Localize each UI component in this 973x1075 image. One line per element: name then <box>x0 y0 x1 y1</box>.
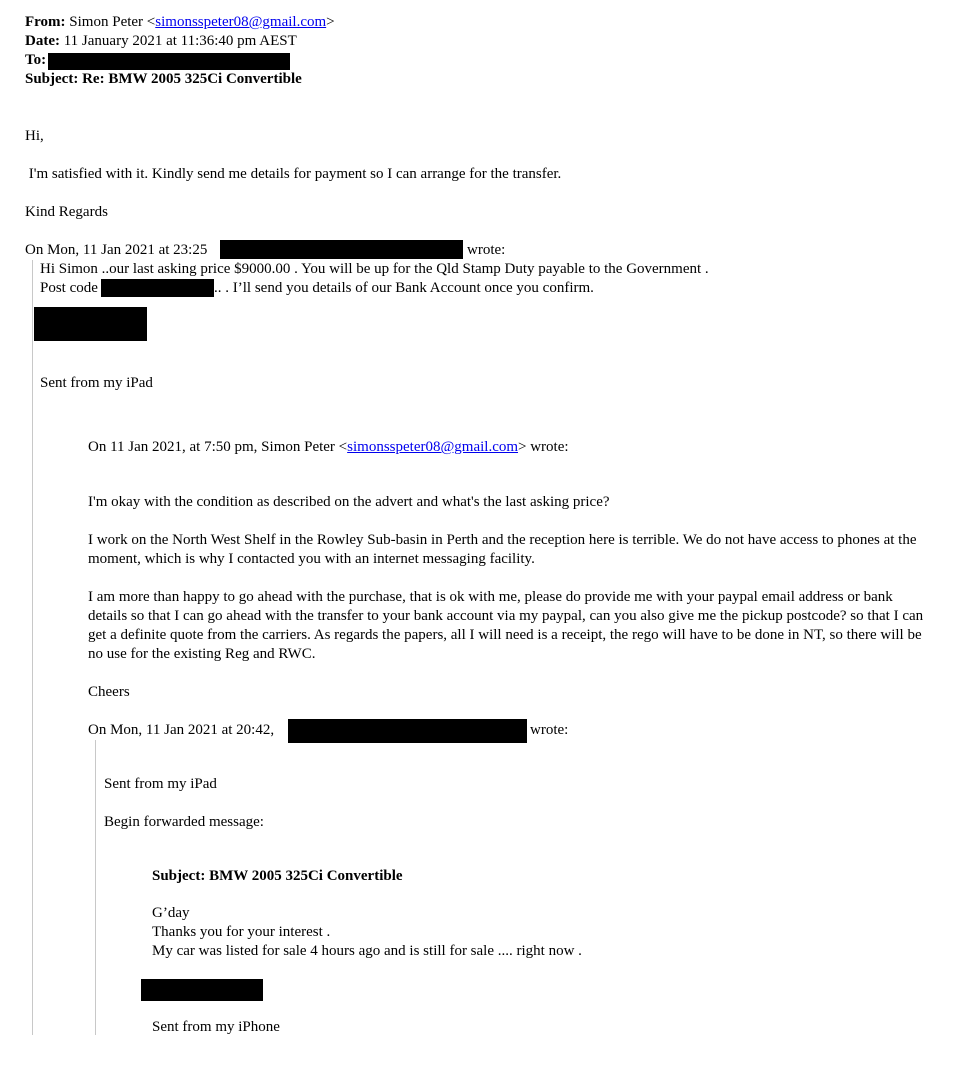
quote1-sender-redaction <box>220 240 463 259</box>
to-line <box>25 51 46 70</box>
quote2-attribution2-prefix: On Mon, 11 Jan 2021 at 20:42, <box>88 722 275 738</box>
from-name: Simon Peter < <box>69 14 156 30</box>
quote1-attribution-suffix: wrote: <box>467 242 506 258</box>
from-line <box>25 13 335 32</box>
quote1-line1: Hi Simon ..our last asking price $9000.00 . You will be up for the Qld Stamp Duty payable to the Government . <box>40 261 709 277</box>
date-label: Date: <box>25 33 60 49</box>
quote2-paragraph-1: I'm okay with the condition as described on the advert and what's the last asking price? <box>88 494 610 510</box>
quote1-line2-suffix: .. . I’ll send you details of our Bank Account once you confirm. <box>214 280 594 296</box>
forwarded-subject-label: Subject: <box>152 868 206 884</box>
subject-value: Re: BMW 2005 325Ci Convertible <box>82 71 302 87</box>
postcode-redaction <box>101 279 214 297</box>
reply-line: I'm satisfied with it. Kindly send me details for payment so I can arrange for the transfer. <box>25 166 562 182</box>
signature-redaction <box>34 307 147 341</box>
forwarded-signature-redaction <box>141 979 263 1001</box>
quote1-sent-from: Sent from my iPad <box>40 375 153 391</box>
quote1-attribution-prefix: On Mon, 11 Jan 2021 at 23:25 <box>25 242 208 258</box>
date-value: 11 January 2021 at 11:36:40 pm AEST <box>63 33 297 49</box>
quote2-attribution <box>88 438 569 457</box>
from-label: From: <box>25 14 66 30</box>
from-email-link[interactable]: simonsspeter08@gmail.com <box>155 14 327 30</box>
quote2-cheers: Cheers <box>88 684 130 700</box>
forwarded-line2: Thanks you for your interest . <box>152 924 331 940</box>
to-label: To: <box>25 52 47 68</box>
forwarded-sent-from: Sent from my iPhone <box>152 1019 280 1035</box>
quote1-line2-prefix: Post code <box>40 280 98 296</box>
forwarded-line1: G’day <box>152 905 190 921</box>
quote2-attribution-suffix: > wrote: <box>518 439 569 455</box>
subject-line <box>25 70 302 89</box>
quote2-paragraph-3: I am more than happy to go ahead with the purchase, that is ok with me, please do provide me with your paypal email address or bank details so that I can go ahead with the transfer to your bank account via my paypal, can you also give me the pickup postcode? so that I can get a definite quote from the carriers. As regards the papers, all I will need is a receipt, the rego will have to be done in NT, so there will be no use for the existing Reg and RWC. <box>88 589 924 662</box>
to-redaction <box>48 53 290 70</box>
date-line <box>25 32 297 51</box>
subject-label: Subject: <box>25 71 79 87</box>
forwarded-line3: My car was listed for sale 4 hours ago and is still for sale .... right now . <box>152 943 582 959</box>
quote3-forwarded-label: Begin forwarded message: <box>104 814 264 830</box>
quote3-border <box>95 740 96 1035</box>
quote2-email-link[interactable]: simonsspeter08@gmail.com <box>347 439 519 455</box>
reply-signoff: Kind Regards <box>25 204 108 220</box>
forwarded-subject-line <box>152 867 403 886</box>
quote2-paragraph-2: I work on the North West Shelf in the Rowley Sub-basin in Perth and the reception here is terrible. We do not have access to phones at the moment, which is why I contacted you with an internet messaging facility. <box>88 532 917 567</box>
reply-greeting: Hi, <box>25 128 44 144</box>
from-close: > <box>326 14 335 30</box>
quote3-sent-from: Sent from my iPad <box>104 776 217 792</box>
quote1-border <box>32 260 33 1035</box>
quote2-sender-redaction <box>288 719 527 743</box>
quote2-attribution2-suffix: wrote: <box>530 722 569 738</box>
quote2-attribution-prefix: On 11 Jan 2021, at 7:50 pm, Simon Peter < <box>88 439 348 455</box>
forwarded-subject-value: BMW 2005 325Ci Convertible <box>209 868 403 884</box>
